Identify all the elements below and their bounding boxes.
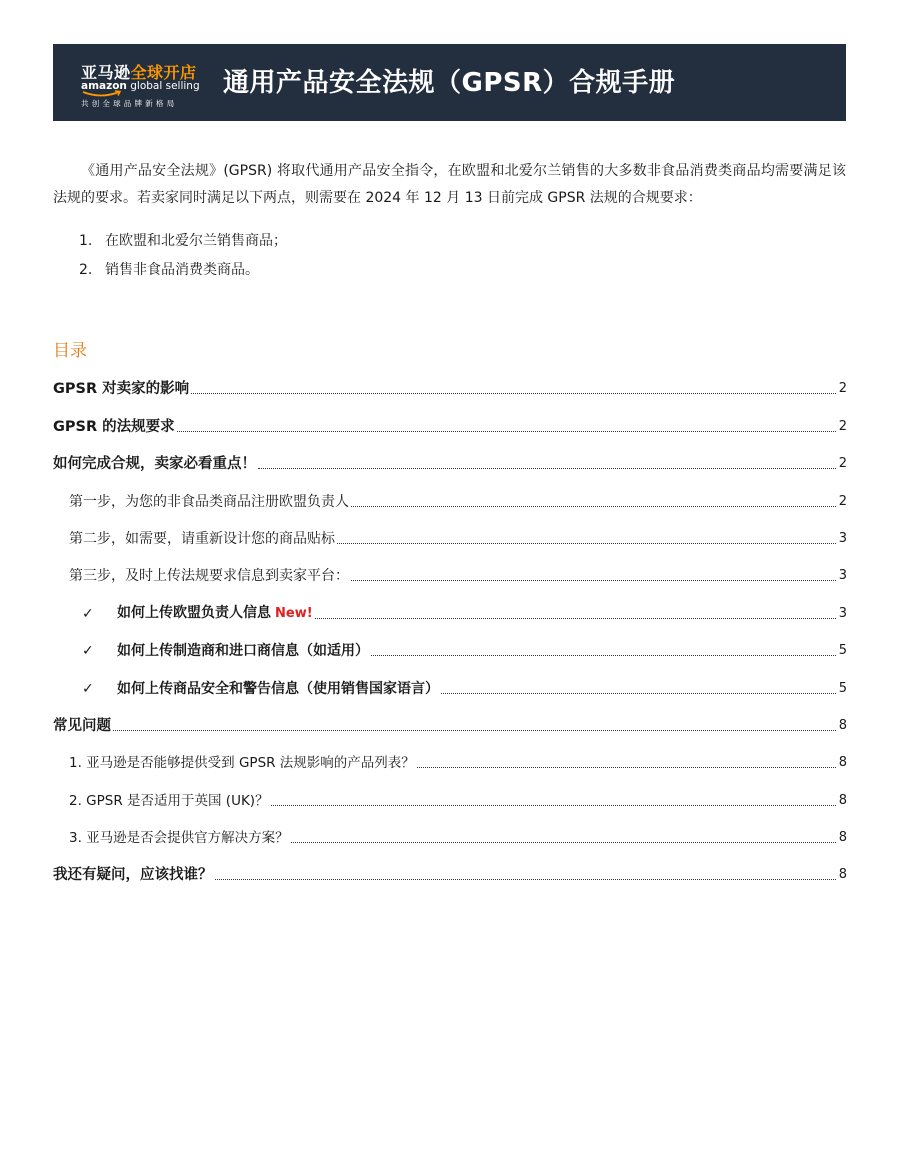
toc-entry-gpsr-requirements[interactable]: GPSR 的法规要求 2 bbox=[53, 418, 847, 435]
toc-heading: 目录 bbox=[53, 341, 87, 361]
toc-page-number: 8 bbox=[838, 867, 847, 883]
toc-page-number: 8 bbox=[838, 792, 847, 808]
toc-page-number: 5 bbox=[838, 680, 847, 696]
toc-page-number: 2 bbox=[838, 418, 847, 434]
checkmark-icon: ✓ bbox=[82, 643, 94, 660]
toc-page-number: 5 bbox=[838, 643, 847, 659]
toc-entry-how-to-comply[interactable]: 如何完成合规，卖家必看重点！ 2 bbox=[53, 456, 847, 473]
table-of-contents bbox=[53, 362, 847, 885]
toc-page-number: 3 bbox=[838, 568, 847, 584]
toc-page-number: 8 bbox=[838, 830, 847, 846]
logo-tagline: 共创全球品牌新格局 bbox=[81, 99, 178, 108]
logo-chinese-name: 亚马逊全球开店 bbox=[81, 63, 197, 82]
toc-entry-faq-3[interactable]: 3. 亚马逊是否会提供官方解决方案？ 8 bbox=[69, 830, 847, 847]
toc-page-number: 2 bbox=[838, 381, 847, 397]
toc-entry-contact[interactable]: 我还有疑问，应该找谁？ 8 bbox=[53, 867, 847, 884]
new-badge: New! bbox=[275, 605, 313, 621]
intro-paragraph: 《通用产品安全法规》(GPSR) 将取代通用产品安全指令，在欧盟和北爱尔兰销售的大多数非食品消费类商品均需要满足该法规的要求。若卖家同时满足以下两点，则需要在 2024 年 12 月 13 日前完成 GPSR 法规的合规要求： bbox=[53, 163, 846, 206]
logo-english-name: amazon global selling bbox=[81, 80, 200, 92]
amazon-smile-icon bbox=[81, 90, 125, 98]
intro-list bbox=[79, 227, 287, 285]
toc-page-number: 8 bbox=[838, 755, 847, 771]
toc-entry-faq-2[interactable]: 2. GPSR 是否适用于英国 (UK)？ 8 bbox=[69, 792, 847, 809]
toc-entry-gpsr-impact[interactable]: GPSR 对卖家的影响 2 bbox=[53, 381, 847, 398]
toc-entry-upload-eu-rep[interactable]: ✓ 如何上传欧盟负责人信息 New! 3 bbox=[82, 604, 847, 622]
toc-entry-faq[interactable]: 常见问题 8 bbox=[53, 717, 847, 734]
toc-page-number: 2 bbox=[838, 456, 847, 472]
checkmark-icon: ✓ bbox=[82, 680, 94, 697]
header-banner bbox=[53, 44, 846, 121]
toc-page-number: 8 bbox=[838, 717, 847, 733]
toc-entry-step-three[interactable]: 第三步，及时上传法规要求信息到卖家平台： 3 bbox=[69, 568, 847, 585]
list-item: 1. 在欧盟和北爱尔兰销售商品； bbox=[79, 233, 287, 249]
toc-entry-step-two[interactable]: 第二步，如需要，请重新设计您的商品贴标 3 bbox=[69, 530, 847, 547]
checkmark-icon: ✓ bbox=[82, 605, 94, 622]
toc-entry-faq-1[interactable]: 1. 亚马逊是否能够提供受到 GPSR 法规影响的产品列表？ 8 bbox=[69, 755, 847, 772]
toc-entry-step-one[interactable]: 第一步，为您的非食品类商品注册欧盟负责人 2 bbox=[69, 493, 847, 510]
amazon-global-selling-logo bbox=[81, 60, 201, 110]
toc-page-number: 3 bbox=[838, 605, 847, 621]
toc-page-number: 2 bbox=[838, 493, 847, 509]
toc-entry-upload-safety-info[interactable]: ✓ 如何上传商品安全和警告信息（使用销售国家语言） 5 bbox=[82, 680, 847, 697]
list-item: 2. 销售非食品消费类商品。 bbox=[79, 262, 259, 278]
toc-entry-upload-manufacturer[interactable]: ✓ 如何上传制造商和进口商信息（如适用） 5 bbox=[82, 643, 847, 660]
toc-page-number: 3 bbox=[838, 530, 847, 546]
document-title: 通用产品安全法规（GPSR）合规手册 bbox=[223, 68, 676, 98]
